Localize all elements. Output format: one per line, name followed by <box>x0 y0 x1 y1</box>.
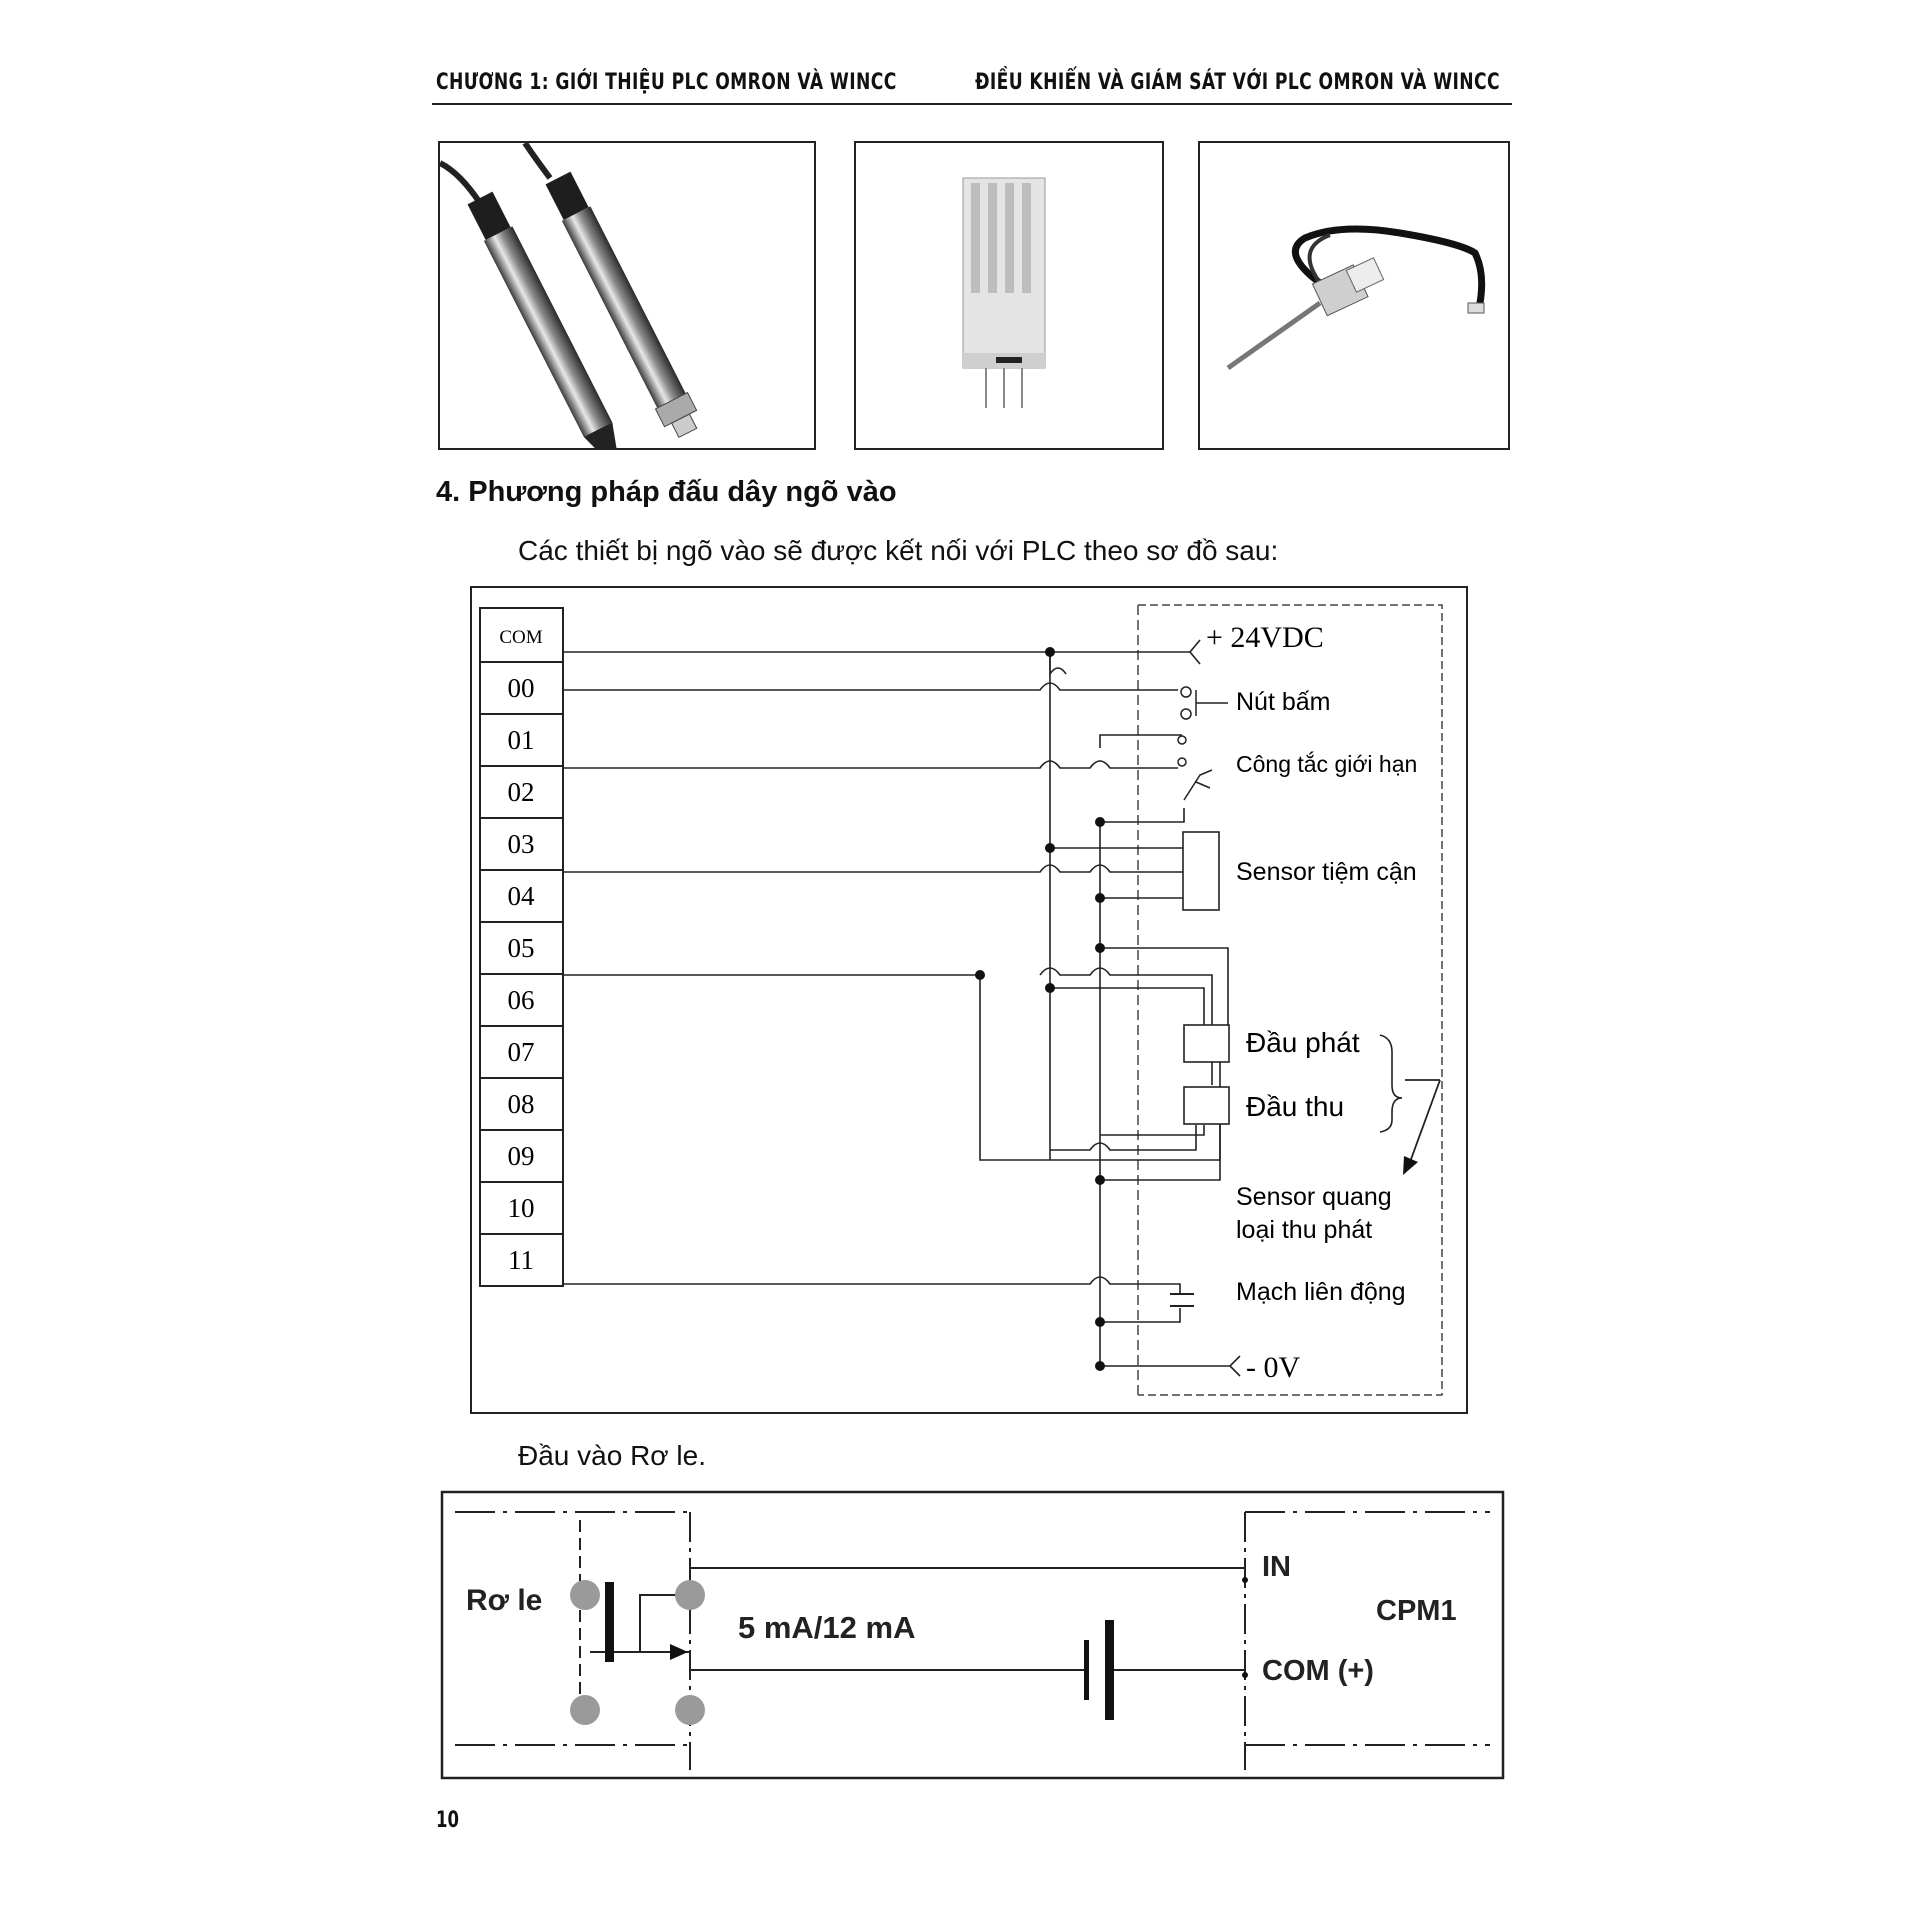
input-wiring-diagram <box>470 586 1470 1416</box>
temperature-probe-image <box>1200 143 1508 448</box>
label-limit-switch: Công tắc giới hạn <box>1236 751 1418 777</box>
terminal-06: 06 <box>507 985 535 1015</box>
battery-plate-long <box>1105 1620 1114 1720</box>
limit-switch-symbol <box>1178 736 1212 800</box>
section-title: 4. Phương pháp đấu dây ngõ vào <box>436 476 897 508</box>
label-photo-sensor-line2: loại thu phát <box>1236 1216 1373 1244</box>
push-button-symbol <box>1181 687 1228 719</box>
pressure-transmitter-image <box>440 143 814 448</box>
terminal-com: COM <box>499 627 543 648</box>
label-current: 5 mA/12 mA <box>738 1610 916 1645</box>
junction-dots <box>975 647 1105 1371</box>
header-rule <box>432 103 1512 105</box>
arrow-head <box>1403 1156 1418 1175</box>
relay-input-diagram <box>440 1490 1506 1782</box>
label-com-plus: COM (+) <box>1262 1655 1374 1687</box>
page-number: 10 <box>436 1808 459 1833</box>
terminal-08: 08 <box>507 1089 535 1119</box>
photo-humidity-sensor <box>854 141 1164 450</box>
label-receiver: Đầu thu <box>1246 1091 1345 1122</box>
label-interlock: Mạch liên động <box>1236 1278 1406 1306</box>
label-in: IN <box>1262 1551 1291 1583</box>
terminal-10: 10 <box>507 1193 535 1223</box>
photo-sensor-arrow <box>1405 1080 1440 1162</box>
battery-plate-short <box>1084 1640 1089 1700</box>
terminal-02: 02 <box>507 777 535 807</box>
photo-sensor-brace <box>1380 1035 1402 1132</box>
terminal-05: 05 <box>507 933 535 963</box>
proximity-sensor-box <box>1183 832 1219 910</box>
humidity-sensor-image <box>856 143 1162 448</box>
photo-temperature-probe <box>1198 141 1510 450</box>
label-relay: Rơ le <box>466 1584 543 1617</box>
receiver-box <box>1184 1087 1229 1124</box>
terminal-11: 11 <box>508 1245 534 1275</box>
intro-paragraph: Các thiết bị ngõ vào sẽ được kết nối với PLC theo sơ đồ sau: <box>518 535 1279 566</box>
label-cpm1: CPM1 <box>1376 1595 1457 1627</box>
label-push-button: Nút bấm <box>1236 688 1331 716</box>
terminal-03: 03 <box>507 829 535 859</box>
label-proximity-sensor: Sensor tiệm cận <box>1236 858 1417 886</box>
terminal-04: 04 <box>507 881 535 911</box>
label-photo-sensor-line1: Sensor quang <box>1236 1183 1392 1211</box>
running-header-left: CHƯƠNG 1: GIỚI THIỆU PLC OMRON VÀ WINCC <box>436 70 897 95</box>
label-minus-0v: - 0V <box>1246 1351 1301 1384</box>
running-header-right: ĐIỀU KHIỂN VÀ GIÁM SÁT VỚI PLC OMRON VÀ WINCC <box>975 70 1500 95</box>
label-emitter: Đầu phát <box>1246 1027 1360 1058</box>
terminal-01: 01 <box>507 725 535 755</box>
relay-caption: Đầu vào Rơ le. <box>518 1440 707 1471</box>
terminal-09: 09 <box>507 1141 535 1171</box>
terminal-00: 00 <box>507 673 535 703</box>
emitter-box <box>1184 1025 1229 1062</box>
label-plus-24vdc: + 24VDC <box>1206 621 1324 654</box>
relay-coil <box>605 1582 614 1662</box>
photo-pressure-transmitters <box>438 141 816 450</box>
terminal-07: 07 <box>507 1037 535 1067</box>
